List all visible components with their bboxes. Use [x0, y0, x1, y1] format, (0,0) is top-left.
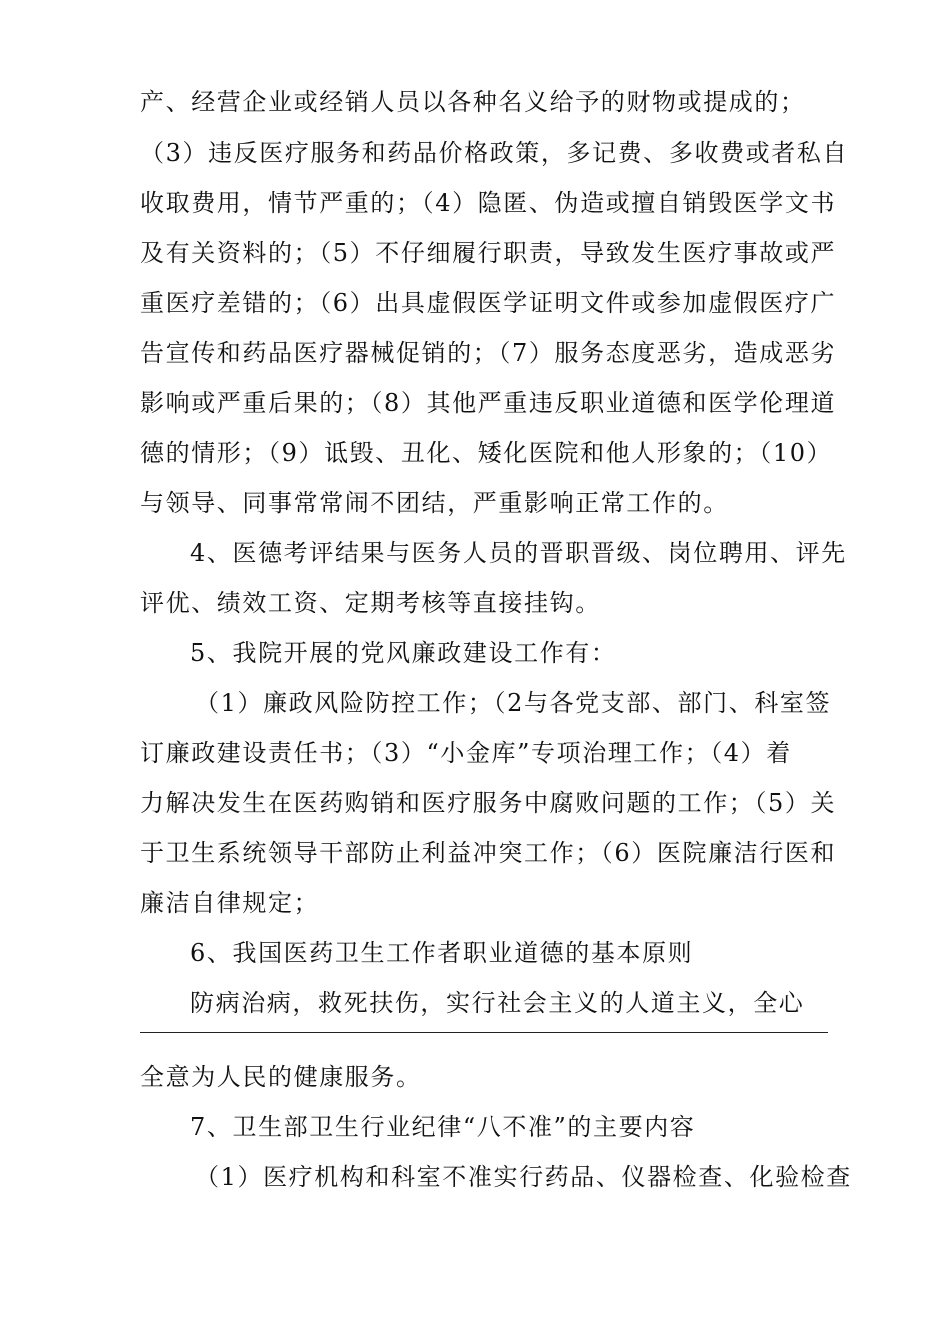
paragraph-line: 防病治病，救死扶伤，实行社会主义的人道主义，全心 [190, 989, 805, 1017]
paragraph-line: （1）医疗机构和科室不准实行药品、仪器检查、化验检查 [195, 1163, 852, 1191]
paragraph-line: 重医疗差错的；（6）出具虚假医学证明文件或参加虚假医疗广 [140, 289, 837, 317]
paragraph-line: 及有关资料的；（5）不仔细履行职责，导致发生医疗事故或严 [140, 239, 837, 267]
paragraph-line: 全意为人民的健康服务。 [140, 1063, 422, 1091]
page-divider [140, 1032, 828, 1033]
numbered-item-5: 5、我院开展的党风廉政建设工作有： [190, 639, 617, 667]
paragraph-line: 订廉政建设责任书；（3）“小金库”专项治理工作；（4）着 [140, 739, 792, 767]
paragraph-line: 收取费用，情节严重的；（4）隐匿、伪造或擅自销毁医学文书 [140, 189, 837, 217]
numbered-item-4: 4、医德考评结果与医务人员的晋职晋级、岗位聘用、评先 [190, 539, 847, 567]
numbered-item-6: 6、我国医药卫生工作者职业道德的基本原则 [190, 939, 694, 967]
paragraph-line: 廉洁自律规定； [140, 889, 320, 917]
numbered-item-7: 7、卫生部卫生行业纪律“八不准”的主要内容 [190, 1113, 696, 1141]
paragraph-line: 告宣传和药品医疗器械促销的；（7）服务态度恶劣，造成恶劣 [140, 339, 837, 367]
paragraph-line: 与领导、同事常常闹不团结，严重影响正常工作的。 [140, 489, 729, 517]
paragraph-line: 产、经营企业或经销人员以各种名义给予的财物或提成的； [140, 88, 806, 116]
paragraph-line: （1）廉政风险防控工作；（2与各党支部、部门、科室签 [195, 689, 832, 717]
paragraph-line: 德的情形；（9）诋毁、丑化、矮化医院和他人形象的；（10） [140, 439, 833, 467]
paragraph-line: （3）违反医疗服务和药品价格政策，多记费、多收费或者私自 [140, 139, 849, 167]
paragraph-line: 力解决发生在医药购销和医疗服务中腐败问题的工作；（5）关 [140, 789, 837, 817]
paragraph-line: 评优、绩效工资、定期考核等直接挂钩。 [140, 589, 601, 617]
paragraph-line: 于卫生系统领导干部防止利益冲突工作；（6）医院廉洁行医和 [140, 839, 837, 867]
paragraph-line: 影响或严重后果的；（8）其他严重违反职业道德和医学伦理道 [140, 389, 837, 417]
